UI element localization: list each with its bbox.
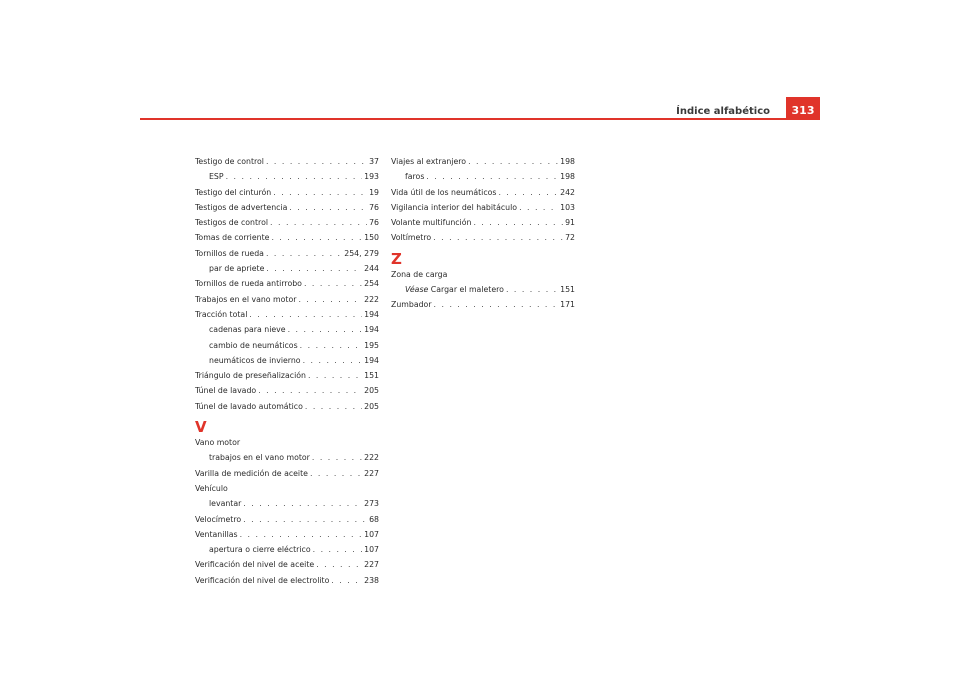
index-entry: Tornillos de rueda . . . 254, 279 [195,246,379,261]
index-entry: Túnel de lavado automático . . . 205 [195,399,379,414]
index-entry: Túnel de lavado . . . 205 [195,383,379,398]
index-entry: Verificación del nivel de aceite . . . 227 [195,557,379,572]
index-entry: Triángulo de preseñalización . . . 151 [195,368,379,383]
index-entry: Velocímetro . . . 68 [195,512,379,527]
index-entry: Zona de carga [391,269,448,279]
index-subentry: apertura o cierre eléctrico . . . 107 [195,542,379,557]
section-letter-z: Z [391,249,402,268]
index-subentry: ESP . . . 193 [195,169,379,184]
index-subentry: neumáticos de invierno . . . 194 [195,353,379,368]
index-entry: Varilla de medición de aceite . . . 227 [195,466,379,481]
index-entry: Voltímetro . . . 72 [391,230,575,245]
index-entry: Tornillos de rueda antirrobo . . . 254 [195,276,379,291]
index-entry: Viajes al extranjero . . . 198 [391,154,575,169]
index-column-left [195,154,379,588]
index-subentry: Véase Cargar el maletero . . . 151 [391,282,575,297]
index-entry: Zumbador . . . 171 [391,297,575,312]
index-entry: Testigos de control . . . 76 [195,215,379,230]
index-entry: Tracción total . . . 194 [195,307,379,322]
see-reference: Véase [405,285,429,295]
page-number: 313 [791,104,815,117]
index-entry: Vida útil de los neumáticos . . . 242 [391,185,575,200]
index-entry: Volante multifunción . . . 91 [391,215,575,230]
index-entry: Vano motor [195,438,241,448]
index-title: Índice alfabético [676,106,770,117]
index-subentry: par de apriete . . . 244 [195,261,379,276]
index-entry: Testigos de advertencia . . . 76 [195,200,379,215]
header-rule [140,118,820,120]
page-number-badge [786,97,820,119]
index-entry: Verificación del nivel de electrolito . . . 238 [195,573,379,588]
index-entry: Vigilancia interior del habitáculo . . . 103 [391,200,575,215]
index-entry: Vehículo [195,483,228,493]
index-entry: Tomas de corriente . . . 150 [195,230,379,245]
index-column-right [391,154,575,313]
index-subentry: faros . . . 198 [391,169,575,184]
index-entry: Testigo de control . . . 37 [195,154,379,169]
index-entry: Ventanillas . . . 107 [195,527,379,542]
index-group-t [195,154,379,414]
index-subentry: levantar . . . 273 [195,496,379,511]
section-letter-v: V [195,418,207,437]
index-entry: Testigo del cinturón . . . 19 [195,185,379,200]
index-subentry: cambio de neumáticos . . . 195 [195,338,379,353]
index-subentry: trabajos en el vano motor . . . 222 [195,450,379,465]
index-subentry: cadenas para nieve . . . 194 [195,322,379,337]
index-entry: Trabajos en el vano motor . . . 222 [195,292,379,307]
